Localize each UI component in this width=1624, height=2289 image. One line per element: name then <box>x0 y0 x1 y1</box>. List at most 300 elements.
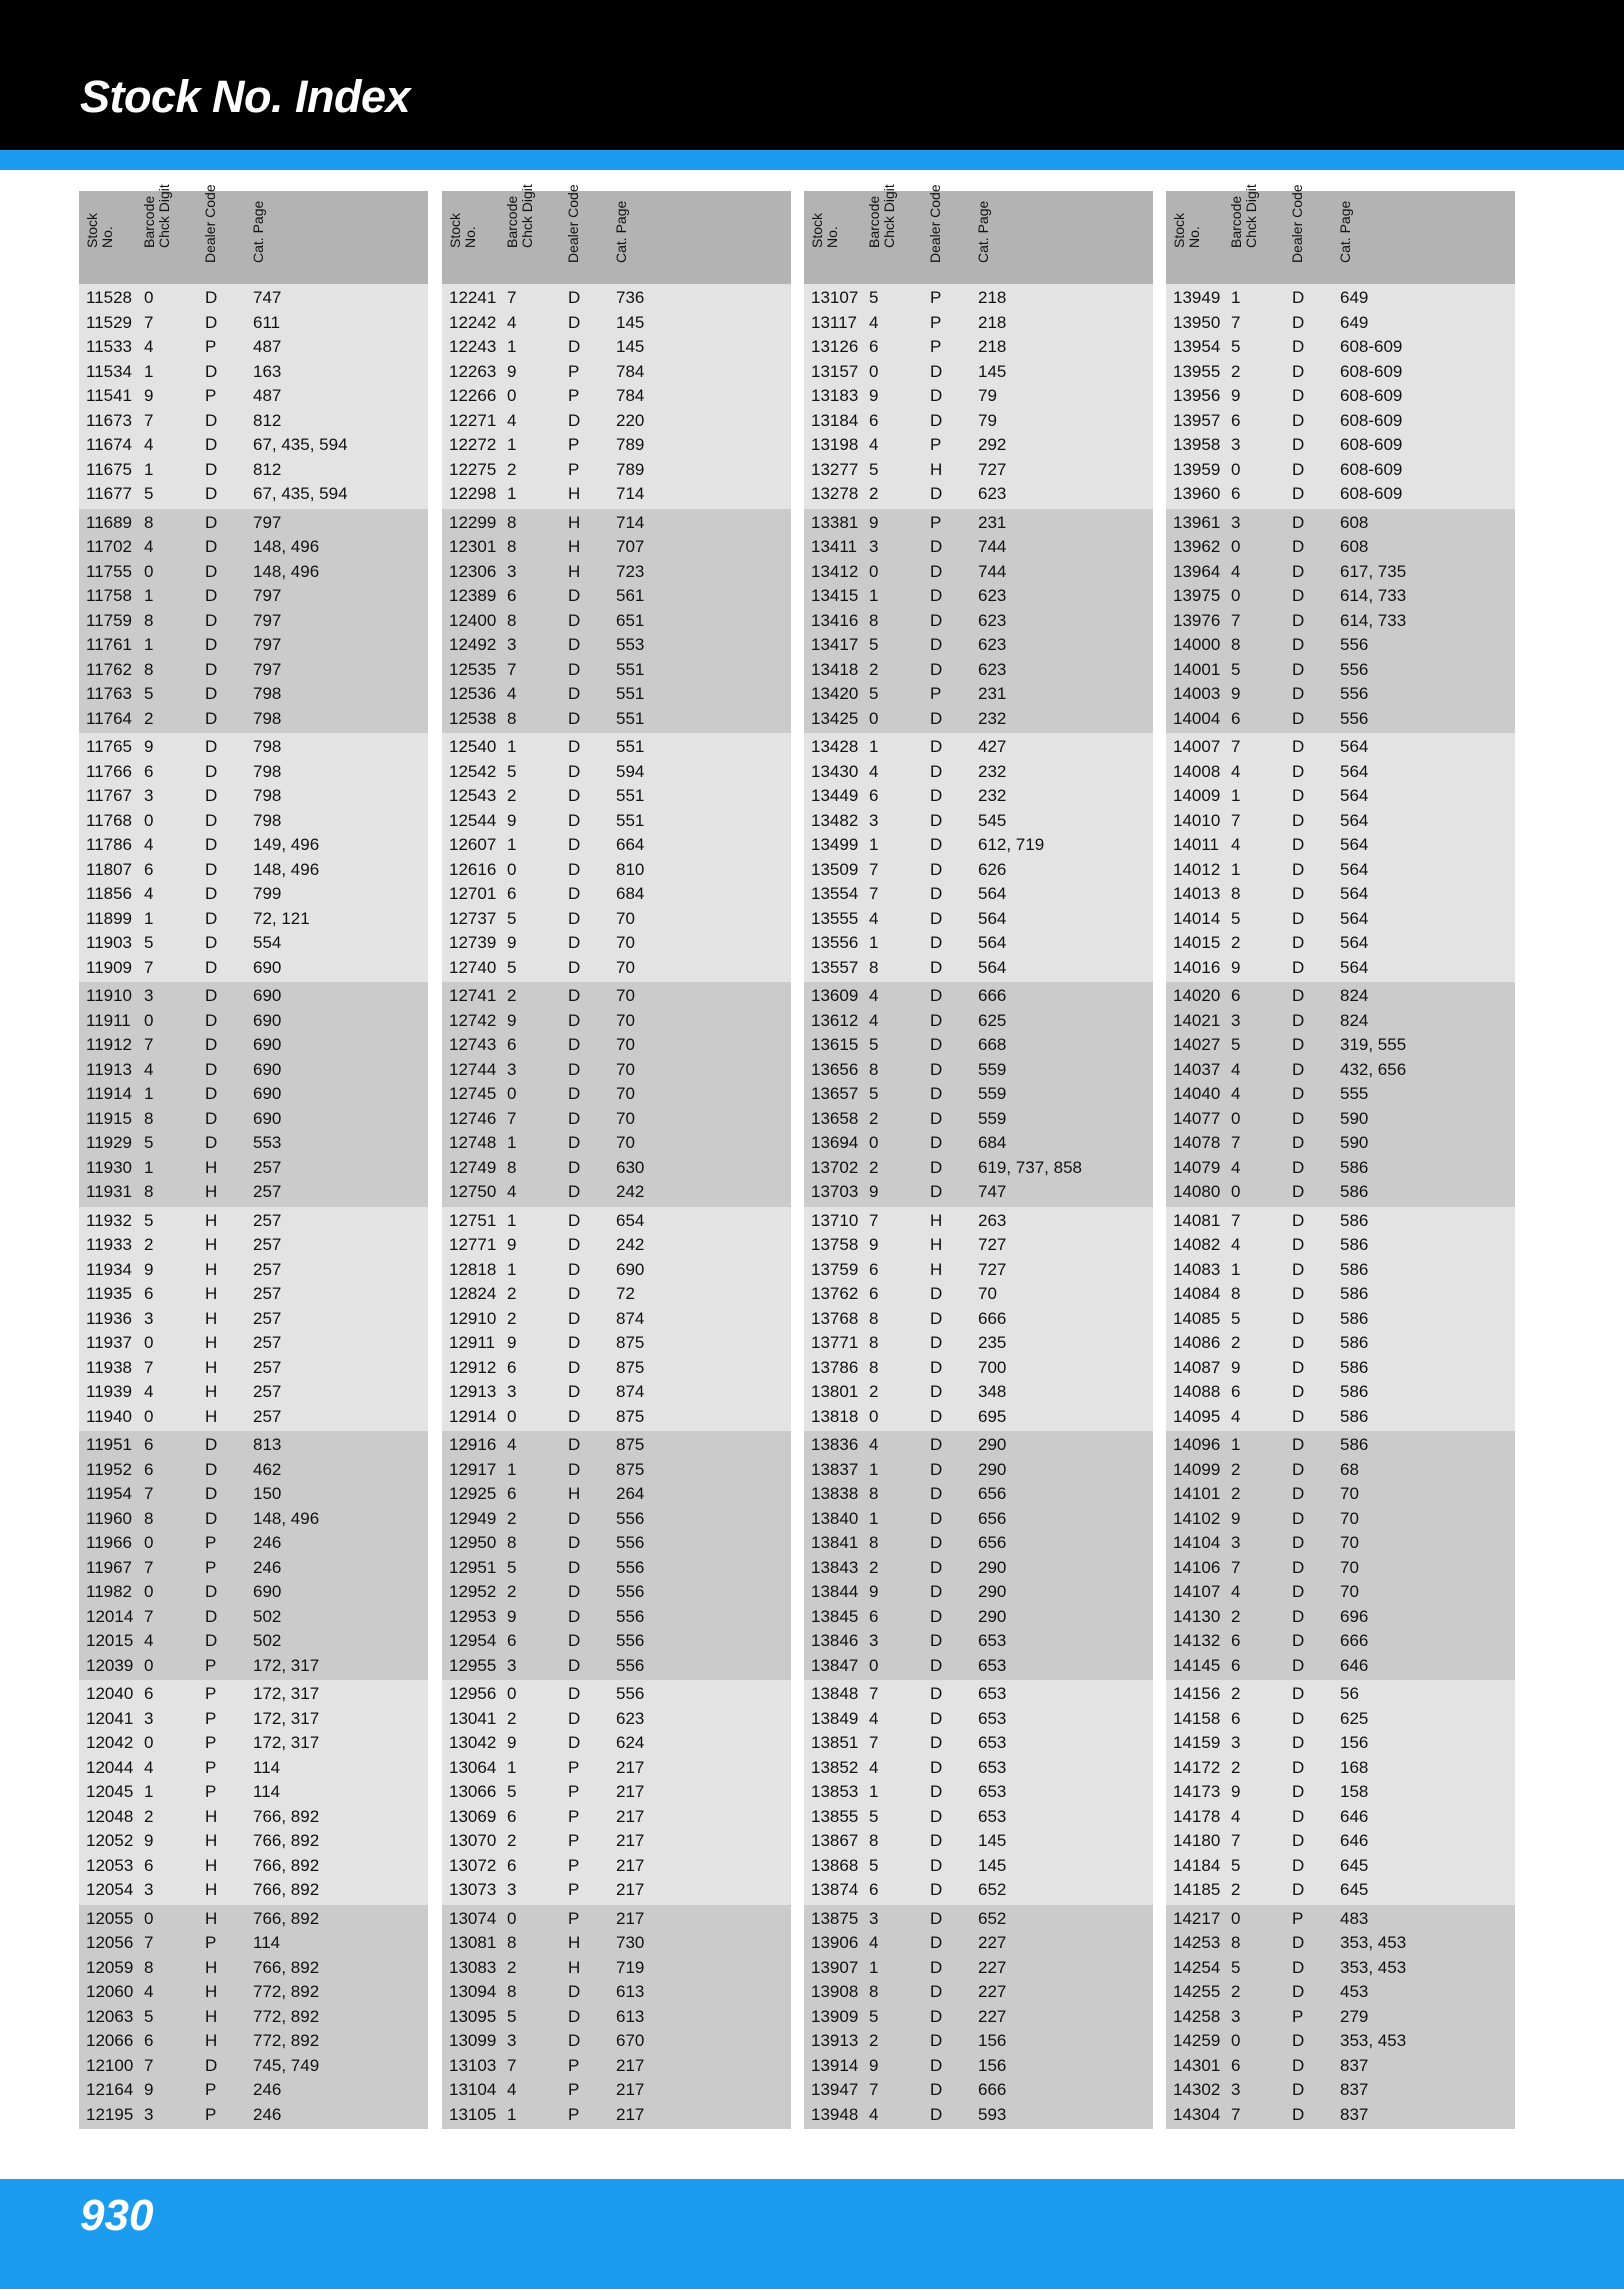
cat-page-cell: 551 <box>616 737 645 756</box>
cat-page-cell: 747 <box>978 1182 1007 1201</box>
stock-no-header <box>1172 213 1202 248</box>
table-row <box>804 1180 1153 1205</box>
table-row <box>79 1180 428 1205</box>
stock-no-cell: 13909 <box>811 2006 859 2026</box>
stock-no-cell: 11533 <box>86 337 133 356</box>
check-digit-cell: 1 <box>144 1157 154 1177</box>
cat-page-cell: 556 <box>616 1606 645 1626</box>
stock-no-cell: 12953 <box>449 1606 497 1626</box>
check-digit-cell: 6 <box>869 1880 879 1899</box>
dealer-code-cell: D <box>1292 1806 1305 1826</box>
check-digit-cell: 1 <box>507 435 517 454</box>
stock-no-cell: 12263 <box>449 361 497 381</box>
dealer-code-cell: D <box>568 1357 581 1377</box>
dealer-code-cell: D <box>568 586 581 605</box>
stock-no-cell: 11933 <box>86 1235 133 1254</box>
check-digit-cell: 7 <box>507 1108 517 1128</box>
table-row <box>804 1458 1153 1483</box>
check-digit-cell: 7 <box>869 884 879 903</box>
check-digit-cell: 8 <box>1231 1933 1241 1952</box>
cat-page-cell: 70 <box>616 1108 635 1128</box>
dealer-code-cell: H <box>568 1957 581 1977</box>
check-digit-cell: 9 <box>1231 1782 1241 1801</box>
table-row <box>804 833 1153 858</box>
stock-no-cell: 11767 <box>86 786 133 805</box>
cat-page-cell: 564 <box>1340 859 1369 879</box>
dealer-code-cell: D <box>568 1606 581 1626</box>
table-row <box>1166 360 1515 385</box>
check-digit-cell: 0 <box>144 1733 154 1752</box>
dealer-code-cell: H <box>205 2031 218 2050</box>
cat-page-cell: 67, 435, 594 <box>253 484 348 503</box>
stock-no-cell: 13449 <box>811 786 859 805</box>
cat-page-cell: 608 <box>1340 512 1369 532</box>
check-digit-cell: 8 <box>144 610 154 630</box>
check-digit-cell: 0 <box>1231 1182 1241 1201</box>
check-digit-cell: 5 <box>144 684 154 703</box>
check-digit-cell: 8 <box>869 957 879 977</box>
check-digit-cell: 2 <box>507 1957 517 1977</box>
check-digit-cell: 1 <box>869 1782 879 1801</box>
stock-no-cell: 13818 <box>811 1406 859 1426</box>
dealer-code-cell: H <box>205 1259 218 1279</box>
stock-no-cell: 13417 <box>811 635 859 654</box>
table-row <box>1166 1058 1515 1083</box>
dealer-code-cell: H <box>205 1982 218 2001</box>
dealer-code-cell: D <box>930 1757 943 1777</box>
stock-no-cell: 12243 <box>449 337 497 356</box>
table-row <box>1166 1805 1515 1830</box>
table-row <box>442 1854 791 1879</box>
check-digit-cell: 5 <box>1231 908 1241 928</box>
cat-page-cell: 784 <box>616 386 645 405</box>
table-row <box>1166 858 1515 883</box>
cat-page-cell: 747 <box>253 288 282 307</box>
dealer-code-cell: D <box>205 484 218 503</box>
dealer-code-cell: H <box>205 1880 218 1899</box>
check-digit-cell: 0 <box>507 386 517 405</box>
stock-no-cell: 11763 <box>86 684 133 703</box>
table-row <box>79 760 428 785</box>
stock-no-cell: 13278 <box>811 484 859 503</box>
stock-no-cell: 14004 <box>1173 708 1221 728</box>
dealer-code-cell: D <box>1292 484 1305 503</box>
dealer-code-cell: D <box>568 737 581 756</box>
dealer-code-cell: P <box>205 386 217 405</box>
cat-page-cell: 257 <box>253 1157 282 1177</box>
dealer-code-cell: D <box>568 1259 581 1279</box>
stock-no-cell: 14301 <box>1173 2055 1221 2075</box>
cat-page-cell: 798 <box>253 708 282 728</box>
dealer-code-cell: D <box>568 337 581 356</box>
table-row <box>442 682 791 707</box>
check-digit-cell: 8 <box>144 512 154 532</box>
check-digit-cell: 3 <box>1231 435 1241 454</box>
stock-no-cell: 11786 <box>86 835 133 854</box>
dealer-code-cell: D <box>1292 1182 1305 1201</box>
stock-no-cell: 13846 <box>811 1631 859 1650</box>
table-row <box>79 560 428 585</box>
check-digit-cell: 7 <box>1231 1210 1241 1230</box>
dealer-code-cell: D <box>930 1655 943 1675</box>
table-row <box>442 833 791 858</box>
stock-no-cell: 12911 <box>449 1333 496 1352</box>
cat-page-cell: 145 <box>978 1831 1007 1850</box>
cat-page-cell: 664 <box>616 835 645 854</box>
dealer-code-cell: D <box>1292 561 1305 581</box>
cat-page-cell: 556 <box>616 1533 645 1552</box>
cat-page-cell: 290 <box>978 1606 1007 1626</box>
stock-no-cell: 12048 <box>86 1806 134 1826</box>
stock-no-cell: 13845 <box>811 1606 859 1626</box>
check-digit-cell: 3 <box>144 786 154 805</box>
stock-no-cell: 12751 <box>449 1210 497 1230</box>
table-row <box>442 1209 791 1234</box>
check-digit-cell: 8 <box>869 1831 879 1850</box>
check-digit-cell: 2 <box>144 1235 154 1254</box>
cat-page-cell: 772, 892 <box>253 1982 320 2001</box>
stock-no-cell: 13961 <box>1173 512 1221 532</box>
dealer-code-cell: D <box>568 1631 581 1650</box>
cat-page-cell: 353, 453 <box>1340 1957 1407 1977</box>
check-digit-cell: 8 <box>869 1308 879 1328</box>
cat-page-cell: 551 <box>616 786 645 805</box>
stock-no-cell: 13066 <box>449 1782 497 1801</box>
table-row <box>442 2103 791 2128</box>
check-digit-cell: 8 <box>507 537 517 556</box>
dealer-code-cell: D <box>1292 1782 1305 1801</box>
check-digit-cell: 9 <box>507 1606 517 1626</box>
table-row <box>804 2078 1153 2103</box>
stock-no-cell: 13950 <box>1173 312 1221 332</box>
check-digit-cell: 4 <box>869 1010 879 1030</box>
table-row <box>442 1258 791 1283</box>
table-row <box>1166 1180 1515 1205</box>
check-digit-cell: 8 <box>144 1182 154 1201</box>
check-digit-cell: 8 <box>144 1957 154 1977</box>
cat-page-cell: 145 <box>978 361 1007 381</box>
cat-page-cell: 559 <box>978 1108 1007 1128</box>
header-label: No. <box>824 226 840 248</box>
table-row <box>442 1507 791 1532</box>
cat-page-cell: 217 <box>616 1908 645 1928</box>
row-group <box>442 509 791 734</box>
dealer-code-cell: D <box>930 1333 943 1352</box>
dealer-code-cell: D <box>205 1084 218 1103</box>
stock-no-cell: 12912 <box>449 1357 497 1377</box>
dealer-code-cell: P <box>568 435 580 454</box>
dealer-code-cell: D <box>205 1606 218 1626</box>
check-digit-cell: 4 <box>869 1435 879 1454</box>
table-row <box>1166 984 1515 1009</box>
table-row <box>1166 311 1515 336</box>
stock-no-cell: 13042 <box>449 1733 497 1752</box>
table-row <box>442 1082 791 1107</box>
table-row <box>804 1531 1153 1556</box>
dealer-code-cell: D <box>1292 1484 1305 1503</box>
dealer-code-cell: D <box>568 1557 581 1577</box>
header-label: No. <box>462 226 478 248</box>
stock-no-cell: 13960 <box>1173 484 1221 503</box>
cat-page-cell: 217 <box>616 2080 645 2099</box>
check-digit-cell: 7 <box>144 312 154 332</box>
stock-no-cell: 12771 <box>449 1235 497 1254</box>
cat-page-cell: 556 <box>616 1582 645 1601</box>
check-digit-cell: 7 <box>869 1210 879 1230</box>
check-digit-cell: 0 <box>1231 537 1241 556</box>
check-digit-cell: 0 <box>507 1684 517 1703</box>
cat-page-cell: 79 <box>978 410 997 430</box>
stock-no-cell: 13184 <box>811 410 859 430</box>
dealer-code-cell: D <box>1292 908 1305 928</box>
stock-no-cell: 13107 <box>811 288 859 307</box>
table-row <box>804 735 1153 760</box>
table-row <box>804 760 1153 785</box>
table-row <box>1166 809 1515 834</box>
check-digit-cell: 9 <box>507 1010 517 1030</box>
cat-page-cell: 766, 892 <box>253 1880 320 1899</box>
table-row <box>79 882 428 907</box>
cat-page-cell: 564 <box>1340 761 1369 781</box>
check-digit-cell: 3 <box>1231 1733 1241 1752</box>
dealer-code-cell: D <box>568 312 581 332</box>
cat-page-cell: 148, 496 <box>253 561 320 581</box>
stock-no-cell: 13083 <box>449 1957 497 1977</box>
table-row <box>1166 1907 1515 1932</box>
dealer-code-cell: D <box>930 1933 943 1952</box>
dealer-code-cell: D <box>568 835 581 854</box>
table-row <box>804 311 1153 336</box>
column-header <box>442 184 791 284</box>
stock-no-cell: 14106 <box>1173 1557 1221 1577</box>
check-digit-cell: 7 <box>144 957 154 977</box>
cat-page-cell: 736 <box>616 288 645 307</box>
stock-no-header <box>810 213 840 248</box>
check-digit-cell: 4 <box>1231 561 1241 581</box>
cat-page-cell: 797 <box>253 659 282 679</box>
check-digit-cell: 5 <box>507 2006 517 2026</box>
check-digit-cell: 2 <box>507 1582 517 1601</box>
check-digit-cell: 4 <box>144 835 154 854</box>
table-row <box>804 2029 1153 2054</box>
stock-no-cell: 13381 <box>811 512 859 532</box>
cat-page-cell: 149, 496 <box>253 835 320 854</box>
check-digit-cell: 6 <box>869 1284 879 1303</box>
stock-no-cell: 13964 <box>1173 561 1221 581</box>
row-group <box>442 1680 791 1905</box>
cat-page-cell: 766, 892 <box>253 1908 320 1928</box>
row-group <box>804 1207 1153 1432</box>
dealer-code-cell: D <box>1292 1308 1305 1328</box>
check-digit-cell: 0 <box>144 1908 154 1928</box>
stock-no-cell: 12044 <box>86 1757 134 1777</box>
dealer-code-header <box>566 184 581 263</box>
cat-page-cell: 649 <box>1340 288 1369 307</box>
check-digit-cell: 6 <box>144 1855 154 1875</box>
stock-no-cell: 13958 <box>1173 435 1221 454</box>
dealer-code-cell: D <box>568 986 581 1005</box>
stock-no-cell: 12306 <box>449 561 497 581</box>
table-row <box>804 1629 1153 1654</box>
table-row <box>442 1805 791 1830</box>
stock-no-cell: 13070 <box>449 1831 497 1850</box>
check-digit-cell: 2 <box>1231 1484 1241 1503</box>
table-row <box>804 1107 1153 1132</box>
cat-page-cell: 586 <box>1340 1333 1369 1352</box>
stock-no-cell: 12242 <box>449 312 497 332</box>
stock-no-cell: 13914 <box>811 2055 859 2075</box>
check-digit-cell: 7 <box>1231 1557 1241 1577</box>
table-row <box>442 1707 791 1732</box>
table-row <box>79 2029 428 2054</box>
stock-no-cell: 13064 <box>449 1757 497 1777</box>
table-row <box>442 1433 791 1458</box>
stock-no-cell: 12737 <box>449 908 497 928</box>
dealer-code-cell: H <box>568 512 581 532</box>
dealer-code-cell: P <box>568 1855 580 1875</box>
stock-no-cell: 13786 <box>811 1357 859 1377</box>
row-group <box>442 1207 791 1432</box>
table-row <box>79 1131 428 1156</box>
stock-no-cell: 14010 <box>1173 810 1221 830</box>
dealer-code-cell: D <box>930 1708 943 1728</box>
dealer-code-cell: D <box>1292 1010 1305 1030</box>
stock-no-cell: 13947 <box>811 2080 859 2099</box>
stock-no-cell: 13913 <box>811 2031 859 2050</box>
cat-page-cell: 772, 892 <box>253 2006 320 2026</box>
cat-page-cell: 798 <box>253 810 282 830</box>
dealer-code-cell: D <box>568 1284 581 1303</box>
cat-page-cell: 156 <box>978 2055 1007 2075</box>
table-row <box>1166 1580 1515 1605</box>
dealer-code-cell: D <box>1292 1508 1305 1528</box>
stock-no-cell: 12544 <box>449 810 497 830</box>
row-group <box>79 509 428 734</box>
stock-no-cell: 14107 <box>1173 1582 1221 1601</box>
stock-no-cell: 14021 <box>1173 1010 1221 1030</box>
check-digit-cell: 4 <box>507 410 517 430</box>
cat-page-cell: 554 <box>253 933 282 952</box>
row-group <box>442 982 791 1207</box>
check-digit-cell: 5 <box>1231 659 1241 679</box>
check-digit-cell: 5 <box>869 2006 879 2026</box>
dealer-code-cell: D <box>568 659 581 679</box>
dealer-code-cell: D <box>1292 1406 1305 1426</box>
table-row <box>804 1433 1153 1458</box>
table-row <box>1166 409 1515 434</box>
header-label: Dealer Code <box>1289 184 1305 263</box>
dealer-code-cell: D <box>930 1010 943 1030</box>
table-row <box>79 1707 428 1732</box>
cat-page-cell: 290 <box>978 1557 1007 1577</box>
cat-page-cell: 608-609 <box>1340 361 1403 381</box>
row-group <box>1166 1431 1515 1680</box>
cat-page-cell: 70 <box>1340 1533 1359 1552</box>
table-row <box>1166 560 1515 585</box>
dealer-code-cell: D <box>930 1782 943 1801</box>
cat-page-cell: 257 <box>253 1308 282 1328</box>
cat-page-cell: 257 <box>253 1406 282 1426</box>
table-row <box>442 409 791 434</box>
dealer-code-cell: P <box>568 1782 580 1801</box>
header-label: Barcode <box>141 195 157 248</box>
check-digit-cell: 0 <box>1231 459 1241 479</box>
row-group <box>79 1680 428 1905</box>
check-digit-cell: 1 <box>869 835 879 854</box>
row-group <box>804 284 1153 509</box>
table-row <box>442 633 791 658</box>
stock-no-cell: 12818 <box>449 1259 497 1279</box>
table-row <box>442 858 791 883</box>
cat-page-cell: 564 <box>1340 908 1369 928</box>
stock-no-cell: 12538 <box>449 708 497 728</box>
table-row <box>442 1307 791 1332</box>
dealer-code-cell: D <box>1292 1757 1305 1777</box>
check-digit-cell: 0 <box>144 1333 154 1352</box>
cat-page-cell: 653 <box>978 1684 1007 1703</box>
table-row <box>804 286 1153 311</box>
cat-page-cell: 556 <box>616 1508 645 1528</box>
cat-page-cell: 586 <box>1340 1284 1369 1303</box>
dealer-code-header <box>928 184 943 263</box>
cat-page-cell: 624 <box>616 1733 645 1752</box>
stock-no-cell: 11931 <box>86 1182 133 1201</box>
table-row <box>804 2054 1153 2079</box>
check-digit-cell: 0 <box>869 1406 879 1426</box>
check-digit-cell: 4 <box>869 908 879 928</box>
dealer-code-cell: D <box>568 1308 581 1328</box>
cat-page-cell: 556 <box>616 1655 645 1675</box>
table-row <box>442 1731 791 1756</box>
table-row <box>804 560 1153 585</box>
cat-page-cell: 290 <box>978 1582 1007 1601</box>
table-row <box>804 1482 1153 1507</box>
stock-no-cell: 13948 <box>811 2104 859 2124</box>
stock-no-cell: 12275 <box>449 459 497 479</box>
cat-page-cell: 875 <box>616 1435 645 1454</box>
cat-page-cell: 551 <box>616 810 645 830</box>
table-row <box>804 535 1153 560</box>
cat-page-cell: 487 <box>253 386 282 405</box>
table-row <box>1166 1131 1515 1156</box>
stock-no-cell: 12041 <box>86 1708 134 1728</box>
dealer-code-cell: D <box>930 1157 943 1177</box>
dealer-code-cell: D <box>568 1059 581 1079</box>
cat-page-cell: 279 <box>1340 2006 1369 2026</box>
table-row <box>79 1009 428 1034</box>
cat-page-cell: 70 <box>1340 1484 1359 1503</box>
table-row <box>1166 584 1515 609</box>
table-row <box>442 809 791 834</box>
dealer-code-cell: D <box>1292 1035 1305 1054</box>
cat-page-cell: 556 <box>1340 684 1369 703</box>
check-digit-cell: 8 <box>869 1333 879 1352</box>
cat-page-cell: 257 <box>253 1210 282 1230</box>
dealer-code-cell: D <box>568 1435 581 1454</box>
check-digit-cell: 9 <box>507 1733 517 1752</box>
stock-no-cell: 12014 <box>86 1606 134 1626</box>
stock-no-cell: 11758 <box>86 586 133 605</box>
check-digit-cell: 9 <box>869 1182 879 1201</box>
dealer-code-cell: D <box>205 786 218 805</box>
dealer-code-cell: D <box>205 737 218 756</box>
stock-no-cell: 12535 <box>449 659 497 679</box>
stock-no-cell: 12059 <box>86 1957 134 1977</box>
table-row <box>442 760 791 785</box>
dealer-code-cell: D <box>930 1557 943 1577</box>
header-label: Stock <box>1171 212 1187 248</box>
stock-no-cell: 14040 <box>1173 1084 1221 1103</box>
